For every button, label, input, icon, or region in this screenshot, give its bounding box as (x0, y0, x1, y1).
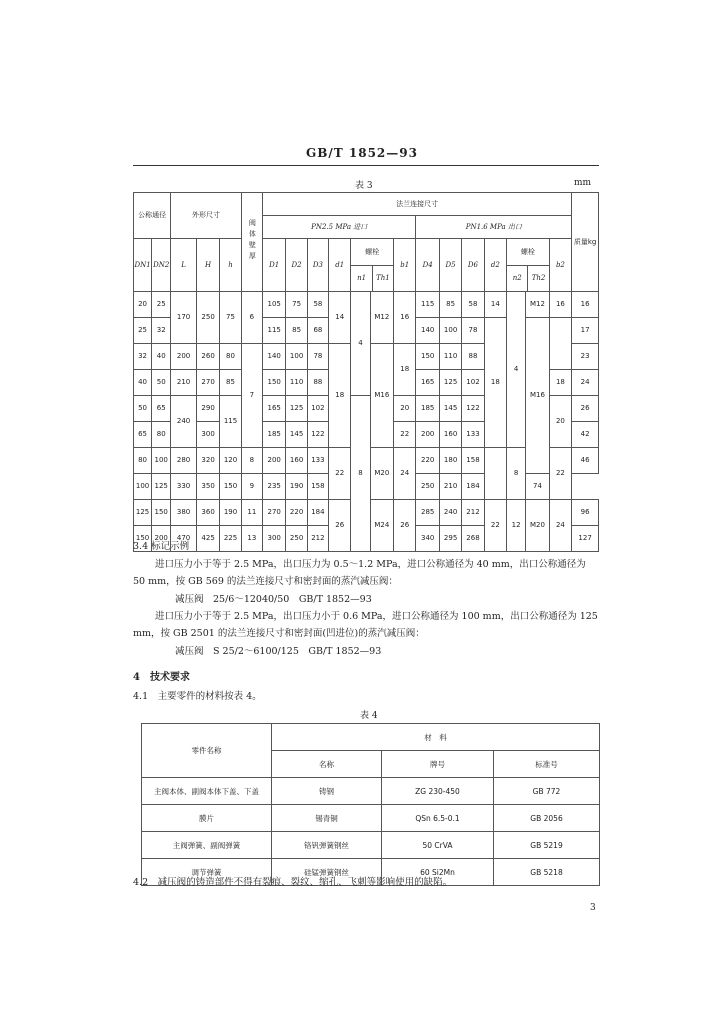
header-name: 名称 (272, 751, 382, 778)
col-d6: D6 (462, 239, 484, 292)
header-flange: 法兰连接尺寸 (262, 193, 571, 216)
table-row: 65 80 300 185 145 122 22 200 160 133 42 (134, 422, 599, 448)
table-row: 调节弹簧 硅锰弹簧钢丝 60 Si2Mn GB 5218 (142, 859, 600, 886)
col-bolt-inlet: 螺栓 n1 Th1 (351, 239, 394, 292)
header-thickness: 阀体壁厚 (241, 193, 262, 292)
table-row: 40 50 210 270 85 150 110 88 165 125 102 18 24 (134, 370, 599, 396)
header-part: 零件名称 (142, 724, 272, 778)
header-std: 标准号 (494, 751, 600, 778)
header-inlet: PN2.5 MPa 进口 (262, 216, 415, 239)
table4-caption: 表 4 (360, 711, 378, 721)
table-row: 膜片 锡青铜 QSn 6.5-0.1 GB 2056 (142, 805, 600, 832)
table3-caption: 表 3 (355, 181, 373, 191)
col-dn2: DN2 (152, 239, 171, 292)
header-material: 材 料 (272, 724, 600, 751)
table-row: 125 150 380 360 190 11 270 220 184 26 M24 26 285 240 212 22 12 M20 24 96 (134, 500, 599, 526)
table-3 (133, 192, 599, 552)
example-1-code: 减压阀 25/6～12040/50 GB/T 1852—93 (175, 594, 372, 605)
table-row: 100 125 330 350 150 9 235 190 158 250 210 184 74 (134, 474, 599, 500)
header-outlet: PN1.6 MPa 出口 (416, 216, 572, 239)
table-row: 150 200 470 425 225 13 300 250 212 340 295 268 127 (134, 526, 599, 552)
col-d2: D2 (286, 239, 307, 292)
table3-unit: mm (574, 178, 592, 188)
header-grade: 牌号 (382, 751, 494, 778)
col-h: h (220, 239, 241, 292)
table-row: 25 32 115 85 68 140 100 78 18 M16 17 (134, 318, 599, 344)
header-outer: 外形尺寸 (171, 193, 241, 239)
table-row: 80 100 280 320 120 8 200 160 133 22 M20 24 220 180 158 8 22 46 (134, 448, 599, 474)
header-mass: 质量kg (572, 193, 599, 292)
col-b1: b1 (394, 239, 416, 292)
table-4 (141, 723, 600, 886)
col-dd2: d2 (484, 239, 506, 292)
section-3-4-title: 3.4 标记示例 (133, 541, 190, 552)
table-row: 主阀弹簧、副阀弹簧 铬钒弹簧钢丝 50 CrVA GB 5219 (142, 832, 600, 859)
header-nominal: 公称通径 (134, 193, 171, 239)
table-row: 主阀本体、副阀本体下盖、下盖 铸钢 ZG 230-450 GB 772 (142, 778, 600, 805)
section-4-title: 4 技术要求 (133, 672, 190, 683)
example-2-text: 进口压力小于等于 2.5 MPa，出口压力小于 0.6 MPa，进口公称通径为 100 mm，出口公称通径为 125 mm，按 GB 2501 的法兰连接尺寸和密封面(凹进位)的蒸汽减压阀： (133, 611, 598, 639)
col-bolt-outlet: 螺栓 n2 Th2 (507, 239, 550, 292)
col-d4: D4 (416, 239, 439, 292)
example-1-text: 进口压力小于等于 2.5 MPa，出口压力为 0.5～1.2 MPa，进口公称通径为 40 mm，出口公称通径为 50 mm，按 GB 569 的法兰连接尺寸和密封面的蒸汽减压阀： (133, 559, 586, 587)
col-dn1: DN1 (134, 239, 152, 292)
col-d1: D1 (262, 239, 285, 292)
col-h-big: H (196, 239, 219, 292)
col-l: L (171, 239, 197, 292)
table-row: 20 25 170 250 75 6 105 75 58 14 4 M12 16 115 85 58 14 4 M12 16 16 (134, 292, 599, 318)
col-d5: D5 (439, 239, 461, 292)
table-row: 32 40 200 260 80 7 140 100 78 18 M16 18 150 110 88 23 (134, 344, 599, 370)
header-rule (133, 165, 599, 166)
col-dd1: d1 (329, 239, 351, 292)
standard-header: GB/T 1852—93 (306, 146, 418, 160)
section-4-1-text: 4.1 主要零件的材料按表 4。 (133, 691, 262, 702)
page-number: 3 (590, 903, 596, 913)
section-4-2-text: 4.2 减压阀的铸造部件不得有裂痕、裂纹、缩孔、飞刺等影响使用的缺陷。 (133, 877, 453, 888)
table-row: 50 65 240 290 115 165 125 102 8 20 185 145 122 20 26 (134, 396, 599, 422)
col-b2: b2 (549, 239, 572, 292)
example-2-code: 减压阀 S 25/2～6100/125 GB/T 1852—93 (175, 646, 382, 657)
col-d3: D3 (307, 239, 328, 292)
